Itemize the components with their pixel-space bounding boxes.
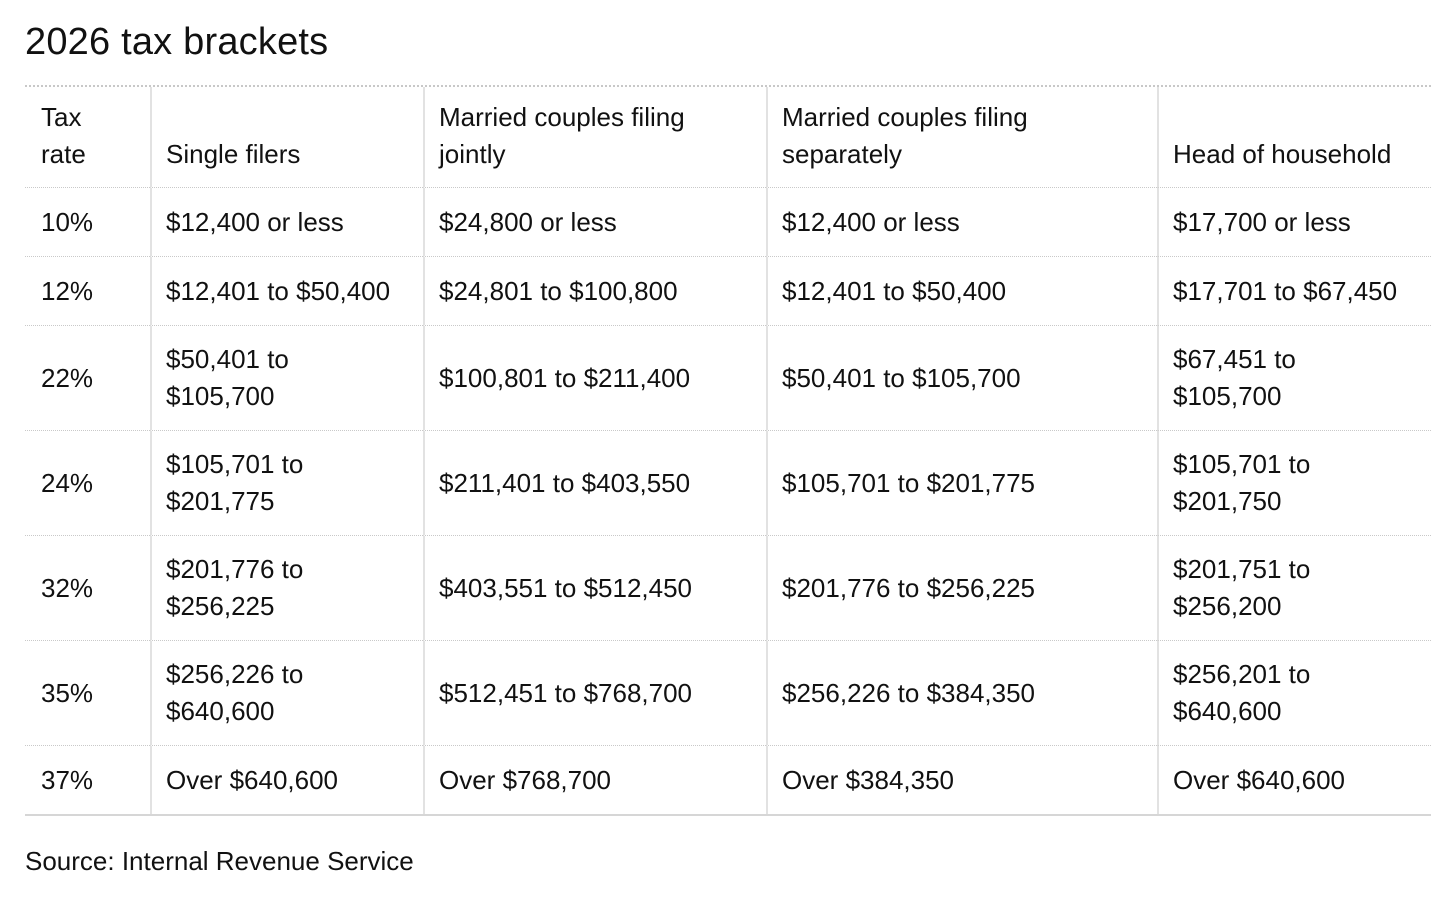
cell-head-of-household: $67,451 to $105,700 (1157, 326, 1431, 431)
cell-tax-rate: 35% (25, 641, 150, 746)
table-header-row (25, 87, 1431, 188)
table-row (25, 641, 1431, 746)
column-header-single-filers: Single filers (150, 87, 423, 188)
cell-single-filers: $201,776 to $256,225 (150, 536, 423, 641)
cell-single-filers: $12,401 to $50,400 (150, 257, 423, 326)
tax-brackets-table (25, 85, 1431, 816)
cell-single-filers: Over $640,600 (150, 746, 423, 814)
cell-head-of-household: $17,701 to $67,450 (1157, 257, 1431, 326)
cell-married-jointly: Over $768,700 (423, 746, 766, 814)
cell-head-of-household: $201,751 to $256,200 (1157, 536, 1431, 641)
cell-single-filers: $256,226 to $640,600 (150, 641, 423, 746)
cell-married-jointly: $211,401 to $403,550 (423, 431, 766, 536)
cell-married-separately: $12,400 or less (766, 188, 1157, 257)
cell-head-of-household: $105,701 to $201,750 (1157, 431, 1431, 536)
cell-married-jointly: $100,801 to $211,400 (423, 326, 766, 431)
cell-married-separately: $256,226 to $384,350 (766, 641, 1157, 746)
table-row (25, 431, 1431, 536)
cell-single-filers: $12,400 or less (150, 188, 423, 257)
table-row (25, 536, 1431, 641)
table-row (25, 188, 1431, 257)
source-note: Source: Internal Revenue Service (25, 846, 414, 876)
cell-tax-rate: 37% (41, 764, 94, 795)
cell-married-separately: $201,776 to $256,225 (766, 536, 1157, 641)
cell-tax-rate: 10% (25, 188, 150, 257)
cell-single-filers: $105,701 to $201,775 (150, 431, 423, 536)
cell-single-filers: $50,401 to $105,700 (150, 326, 423, 431)
column-header-head-of-household: Head of household (1157, 87, 1431, 188)
cell-married-separately: Over $384,350 (766, 746, 1157, 814)
cell-head-of-household: $17,700 or less (1157, 188, 1431, 257)
cell-married-jointly: $403,551 to $512,450 (423, 536, 766, 641)
cell-married-separately: $105,701 to $201,775 (766, 431, 1157, 536)
cell-tax-rate: 24% (25, 431, 150, 536)
cell-tax-rate: 32% (25, 536, 150, 641)
cell-tax-rate: 12% (25, 257, 150, 326)
column-header-tax-rate: Tax rate (25, 87, 150, 188)
cell-married-jointly: $24,801 to $100,800 (423, 257, 766, 326)
cell-married-separately: $50,401 to $105,700 (766, 326, 1157, 431)
cell-tax-rate: 22% (25, 326, 150, 431)
cell-married-separately: $12,401 to $50,400 (766, 257, 1157, 326)
cell-married-jointly: $24,800 or less (423, 188, 766, 257)
column-header-married-separately: Married couples filing separately (766, 87, 1157, 188)
table-row (25, 257, 1431, 326)
table-title: 2026 tax brackets (25, 21, 329, 63)
cell-head-of-household: Over $640,600 (1157, 746, 1431, 814)
table-row (25, 746, 1431, 814)
cell-married-jointly: $512,451 to $768,700 (423, 641, 766, 746)
cell-head-of-household: $256,201 to $640,600 (1157, 641, 1431, 746)
column-header-married-jointly: Married couples filing jointly (423, 87, 766, 188)
table-row (25, 326, 1431, 431)
